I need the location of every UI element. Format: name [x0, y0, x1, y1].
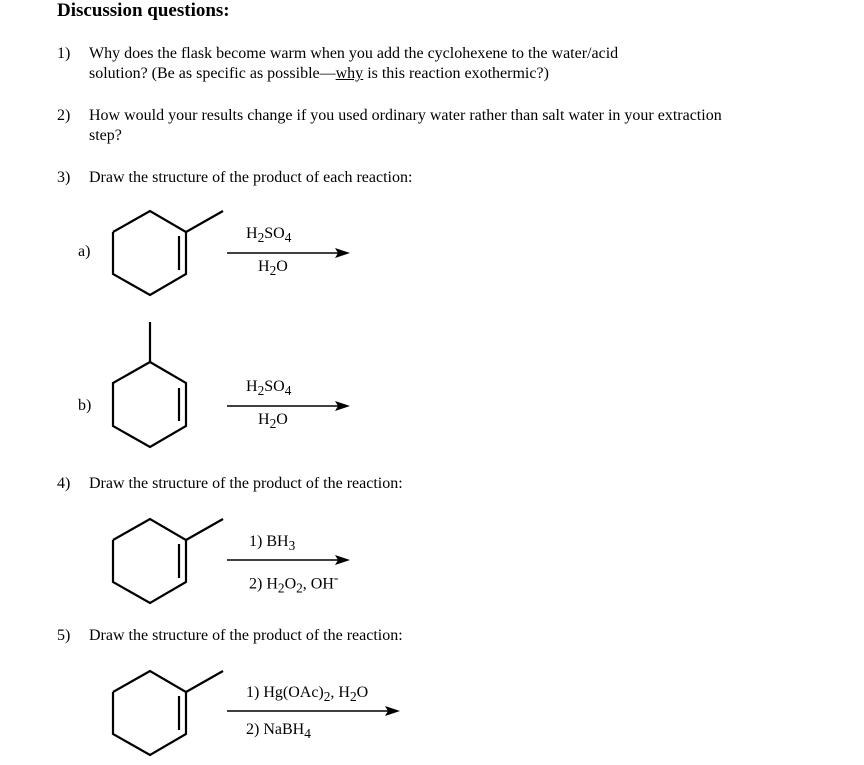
reagent-bottom — [258, 411, 288, 433]
reagent-step-1 — [249, 533, 295, 555]
text-segment: O — [284, 575, 297, 593]
question-text: Draw the structure of the product of the reaction: — [89, 627, 403, 644]
subscript: 4 — [284, 230, 292, 246]
subscript: 2 — [349, 689, 357, 705]
1-methylcyclohexene-icon — [105, 200, 235, 300]
text-segment: , H — [330, 684, 350, 701]
text-segment: , OH — [302, 575, 334, 593]
subscript: 4 — [304, 726, 311, 742]
superscript: - — [333, 570, 339, 585]
subscript: 2 — [277, 580, 285, 596]
reaction-arrow — [227, 554, 357, 566]
1-methylcyclohexene-icon — [105, 508, 235, 608]
text-segment: H — [246, 225, 258, 242]
text-segment: is this reaction exothermic?) — [363, 65, 549, 82]
question-number: 3) — [57, 169, 71, 186]
question-number: 1) — [57, 45, 71, 62]
question-number: 4) — [57, 475, 71, 492]
text-segment: 2) NaBH — [246, 721, 305, 738]
subscript: 2 — [323, 689, 331, 705]
question-text-line1: How would your results change if you used ordinary water rather than salt water in your extraction — [89, 107, 722, 124]
text-segment: solution? (Be as specific as possible— — [89, 65, 336, 82]
part-a-label: a) — [78, 243, 91, 260]
text-segment: 1) Hg(OAc) — [246, 684, 324, 701]
text-segment: H — [258, 258, 270, 275]
reaction-arrow — [227, 247, 357, 259]
reagent-step-1 — [246, 684, 368, 706]
question-text: Draw the structure of the product of each reaction: — [89, 169, 413, 186]
question-number: 2) — [57, 107, 71, 124]
reagent-top — [246, 225, 291, 247]
text-segment: O — [276, 258, 288, 275]
subscript: 2 — [296, 580, 303, 596]
1-methylcyclohexene-icon — [105, 660, 235, 760]
text-segment: 2) H — [249, 575, 278, 593]
subscript: 2 — [269, 416, 277, 432]
reagent-top — [246, 378, 291, 400]
question-text-line2 — [89, 64, 549, 83]
reagent-bottom — [258, 258, 288, 280]
text-segment: 1) BH — [249, 533, 289, 550]
text-segment: H — [258, 411, 270, 428]
reagent-step-2 — [249, 569, 338, 598]
reaction-arrow — [227, 400, 357, 412]
subscript: 2 — [257, 230, 265, 246]
reaction-arrow — [227, 705, 407, 717]
subscript: 2 — [257, 383, 265, 399]
question-text: Draw the structure of the product of the reaction: — [89, 475, 403, 492]
text-segment: H — [246, 378, 258, 395]
underlined-emphasis: why — [335, 65, 364, 82]
text-segment: SO — [264, 225, 285, 242]
subscript: 3 — [288, 538, 296, 554]
methylcyclohexene-isomer-icon — [105, 318, 205, 458]
question-number: 5) — [57, 627, 71, 644]
part-b-label: b) — [78, 397, 92, 414]
text-segment: SO — [264, 378, 285, 395]
question-text-line1: Why does the flask become warm when you add the cyclohexene to the water/acid — [89, 45, 619, 62]
text-segment: O — [356, 684, 369, 701]
question-text-line2: step? — [89, 127, 122, 144]
reagent-step-2 — [246, 721, 311, 743]
subscript: 4 — [284, 383, 292, 399]
page-heading: Discussion questions: — [57, 0, 230, 21]
text-segment: O — [276, 411, 288, 428]
subscript: 2 — [269, 263, 277, 279]
